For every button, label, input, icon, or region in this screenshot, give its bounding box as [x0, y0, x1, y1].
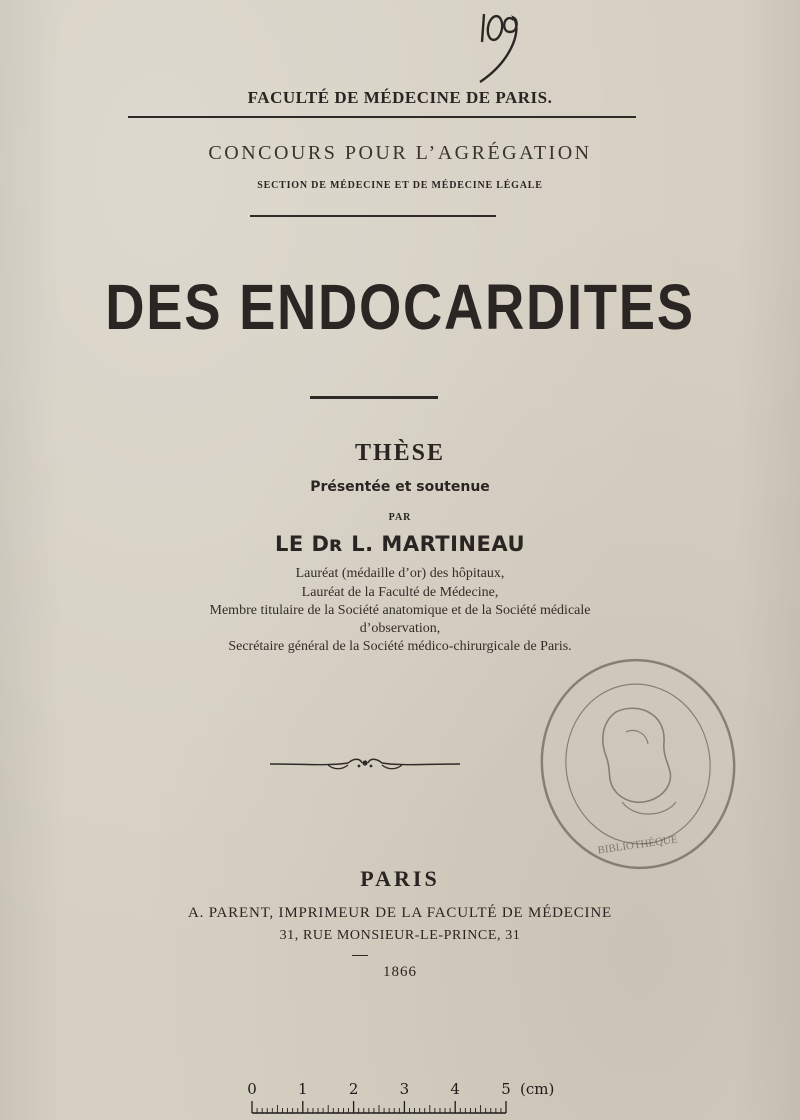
- handwritten-shelf-number: [470, 2, 530, 92]
- imprint-year: 1866: [383, 964, 417, 980]
- scale-tick-label: 0: [247, 1080, 257, 1098]
- flourish-ornament-icon: [268, 752, 462, 774]
- top-rule: [128, 116, 636, 118]
- scale-tick-label: 1: [298, 1080, 308, 1098]
- author-credential: Membre titulaire de la Société anatomique et de la Société médicale: [209, 603, 591, 618]
- thesis-label: THÈSE: [354, 440, 446, 466]
- author-name: LE Dʀ L. MARTINEAU: [274, 532, 526, 556]
- imprint-address: 31, RUE MONSIEUR-LE-PRINCE, 31: [279, 928, 521, 943]
- scale-unit-label: (cm): [520, 1080, 555, 1098]
- author-credential: Lauréat (médaille d’or) des hôpitaux,: [295, 566, 505, 581]
- library-stamp-icon: [536, 652, 740, 876]
- svg-text:BIBLIOTHÈQUE: BIBLIOTHÈQUE: [596, 833, 679, 857]
- document-title: DES ENDOCARDITES: [105, 271, 695, 343]
- year-rule: [352, 955, 368, 956]
- par-label: PAR: [388, 512, 412, 523]
- faculty-heading: FACULTÉ DE MÉDECINE DE PARIS.: [247, 88, 553, 107]
- section-rule: [250, 215, 496, 217]
- scale-tick-label: 4: [450, 1080, 460, 1098]
- scale-tick-label: 2: [348, 1080, 359, 1098]
- scale-bar: [240, 1078, 560, 1118]
- scale-tick-label: 3: [399, 1080, 410, 1098]
- author-credential: Lauréat de la Faculté de Médecine,: [301, 585, 499, 600]
- title-rule: [310, 396, 438, 399]
- presented-line: Présentée et soutenue: [310, 479, 490, 495]
- concours-heading: CONCOURS POUR L’AGRÉGATION: [208, 142, 592, 164]
- author-credential: Secrétaire général de la Société médico-chirurgicale de Paris.: [228, 639, 572, 654]
- section-subheading: SECTION DE MÉDECINE ET DE MÉDECINE LÉGALE: [257, 180, 543, 191]
- author-credential: d’observation,: [359, 621, 441, 636]
- scale-tick-label: 5: [501, 1080, 511, 1098]
- imprint-city: PARIS: [360, 866, 440, 891]
- imprint-printer: A. PARENT, IMPRIMEUR DE LA FACULTÉ DE MÉDECINE: [188, 905, 612, 921]
